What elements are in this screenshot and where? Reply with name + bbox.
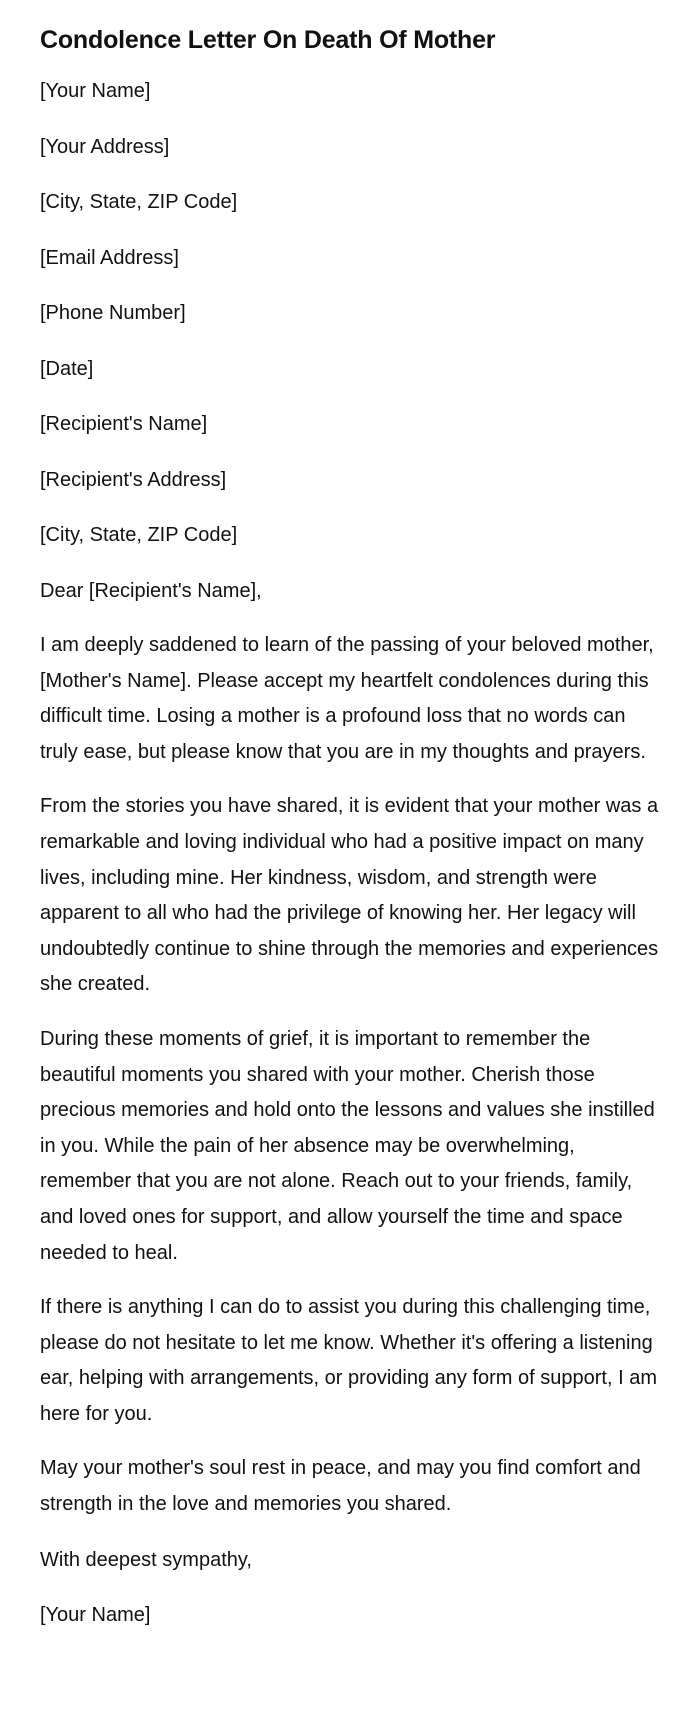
closing: With deepest sympathy, <box>40 1548 252 1571</box>
body-paragraph-5: May your mother's soul rest in peace, and may you find comfort and strength in the love and memories you shared. <box>40 1457 641 1516</box>
sender-city-state-zip: [City, State, ZIP Code] <box>40 191 238 213</box>
body-paragraph-1: I am deeply saddened to learn of the passing of your beloved mother, [Mother's Name]. Please accept my heartfelt condolences during this difficult time. Losing a mother is a profound loss that no words can truly ease, but please know that you are in my thoughts and prayers. <box>40 634 654 763</box>
body-paragraph-2: From the stories you have shared, it is evident that your mother was a remarkable and loving individual who had a positive impact on many lives, including mine. Her kindness, wisdom, and strength were apparent to all who had the privilege of knowing her. Her legacy will undoubtedly continue to shine through the memories and experiences she created. <box>40 795 659 996</box>
recipient-name: [Recipient's Name] <box>40 413 208 435</box>
letter-document <box>40 20 660 1653</box>
sender-name: [Your Name] <box>40 80 151 102</box>
salutation: Dear [Recipient's Name], <box>40 579 262 602</box>
sender-address: [Your Address] <box>40 135 170 158</box>
body-paragraph-3: During these moments of grief, it is important to remember the beautiful moments you shared with your mother. Cherish those precious memories and hold onto the lessons and values she instilled in you. While the pain of her absence may be overwhelming, remember that you are not alone. Reach out to your friends, family, and loved ones for support, and allow yourself the time and space needed to heal. <box>40 1027 655 1264</box>
document-title: Condolence Letter On Death Of Mother <box>40 26 496 54</box>
signature: [Your Name] <box>40 1604 151 1627</box>
recipient-city-state-zip: [City, State, ZIP Code] <box>40 524 238 546</box>
sender-phone: [Phone Number] <box>40 302 186 324</box>
letter-date: [Date] <box>40 357 94 380</box>
sender-email: [Email Address] <box>40 246 179 269</box>
body-paragraph-4: If there is anything I can do to assist you during this challenging time, please do not hesitate to let me know. Whether it's offering a listening ear, helping with arrangements, or providing any form of support, I am here for you. <box>40 1296 657 1425</box>
recipient-address: [Recipient's Address] <box>40 468 227 491</box>
